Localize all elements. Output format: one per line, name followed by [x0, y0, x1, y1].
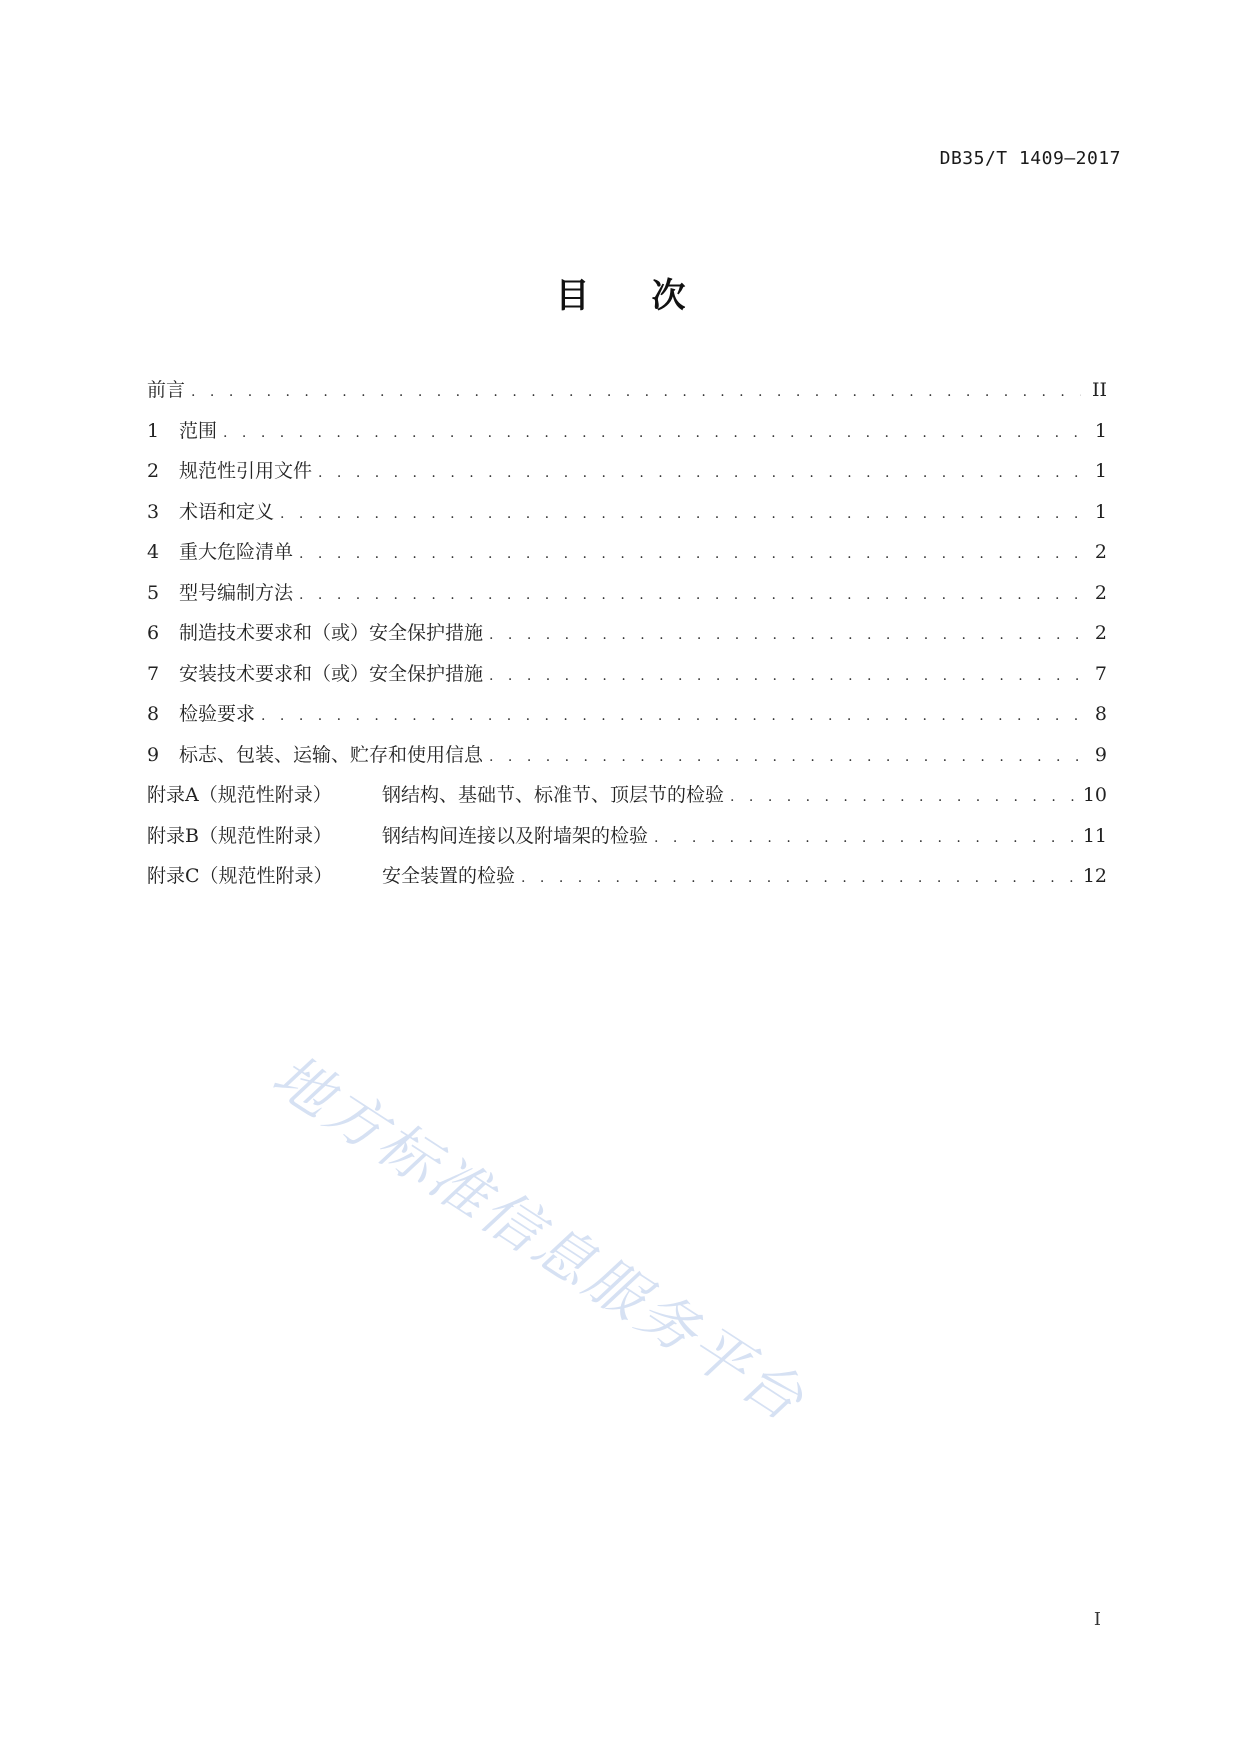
toc-entry-3[interactable]: [147, 492, 1107, 533]
toc-entry-page: 1: [1094, 460, 1107, 482]
toc-entry-4[interactable]: [147, 532, 1107, 573]
toc-entry-2[interactable]: [147, 451, 1107, 492]
toc-appendix-prefix: 附录A（规范性附录）: [147, 784, 332, 806]
toc-title-right: 次: [651, 276, 686, 316]
toc-leader-dots: [489, 656, 1081, 697]
toc-leader-dots: [730, 777, 1077, 818]
toc-leader-dots: [654, 818, 1077, 859]
toc-leader-dots: [318, 453, 1081, 494]
toc-leader-dots: [280, 494, 1081, 535]
toc-entry-label: 型号编制方法: [179, 581, 294, 604]
toc-entry-number: 2: [147, 460, 160, 482]
toc-appendix-prefix: 附录B（规范性附录）: [147, 824, 332, 847]
toc-entry-label: 重大危险清单: [179, 541, 294, 563]
toc-entry-7[interactable]: [147, 654, 1107, 695]
toc-entry-page: 8: [1094, 703, 1107, 725]
table-of-contents: [147, 370, 1107, 897]
toc-leader-dots: [299, 534, 1081, 575]
toc-entry-9[interactable]: [147, 735, 1107, 776]
toc-entry-label: 安全装置的检验: [382, 865, 516, 887]
toc-entry-label: 钢结构、基础节、标准节、顶层节的检验: [382, 784, 725, 806]
toc-entry-label: 制造技术要求和（或）安全保护措施: [179, 622, 484, 644]
toc-title: [0, 268, 1241, 317]
toc-entry-number: 6: [147, 622, 160, 644]
toc-entry-label: 术语和定义: [179, 500, 275, 523]
watermark: 地方标准信息服务平台: [260, 1040, 818, 1436]
toc-entry-number: 7: [147, 662, 160, 685]
document-code: DB35/T 1409—2017: [939, 148, 1121, 169]
toc-entry-6[interactable]: [147, 613, 1107, 654]
toc-entry-page: 10: [1082, 784, 1107, 806]
toc-entry-page: 11: [1082, 824, 1107, 847]
toc-entry-page: 1: [1094, 419, 1107, 442]
toc-entry-page: 2: [1094, 581, 1107, 604]
toc-leader-dots: [489, 615, 1081, 656]
toc-entry-appendix-a[interactable]: [147, 775, 1107, 816]
toc-entry-8[interactable]: [147, 694, 1107, 735]
toc-entry-label: 安装技术要求和（或）安全保护措施: [179, 662, 484, 685]
toc-entry-label: 规范性引用文件: [179, 460, 313, 482]
toc-entry-page: 7: [1094, 662, 1107, 685]
toc-entry-appendix-c[interactable]: [147, 856, 1107, 897]
toc-appendix-prefix: 附录C（规范性附录）: [147, 865, 333, 887]
toc-entry-label: 钢结构间连接以及附墙架的检验: [382, 824, 649, 847]
toc-entry-page: 12: [1082, 865, 1107, 887]
toc-entry-number: 1: [147, 419, 160, 442]
toc-title-left: 目: [555, 276, 590, 316]
toc-entry-5[interactable]: [147, 573, 1107, 614]
toc-entry-number: 8: [147, 703, 160, 725]
toc-leader-dots: [223, 413, 1081, 454]
toc-entry-label: 范围: [179, 419, 218, 442]
toc-leader-dots: [191, 372, 1081, 413]
page-number: I: [1093, 1609, 1101, 1630]
toc-entry-page: 2: [1094, 541, 1107, 563]
toc-entry-number: 9: [147, 743, 160, 766]
toc-entry-number: 4: [147, 541, 160, 563]
toc-entry-page: II: [1091, 379, 1107, 401]
toc-leader-dots: [521, 858, 1077, 899]
toc-leader-dots: [489, 737, 1081, 778]
toc-entry-appendix-b[interactable]: [147, 816, 1107, 857]
toc-entry-page: 2: [1094, 622, 1107, 644]
toc-entry-number: 3: [147, 500, 160, 523]
toc-entry-page: 1: [1094, 500, 1107, 523]
toc-entry-label: 检验要求: [179, 703, 256, 725]
toc-entry-label: 前言: [147, 379, 186, 401]
toc-entry-page: 9: [1094, 743, 1107, 766]
toc-leader-dots: [261, 696, 1081, 737]
toc-entry-1[interactable]: [147, 411, 1107, 452]
toc-leader-dots: [299, 575, 1081, 616]
toc-entry-number: 5: [147, 581, 160, 604]
toc-entry-label: 标志、包装、运输、贮存和使用信息: [179, 743, 484, 766]
toc-entry-foreword[interactable]: [147, 370, 1107, 411]
